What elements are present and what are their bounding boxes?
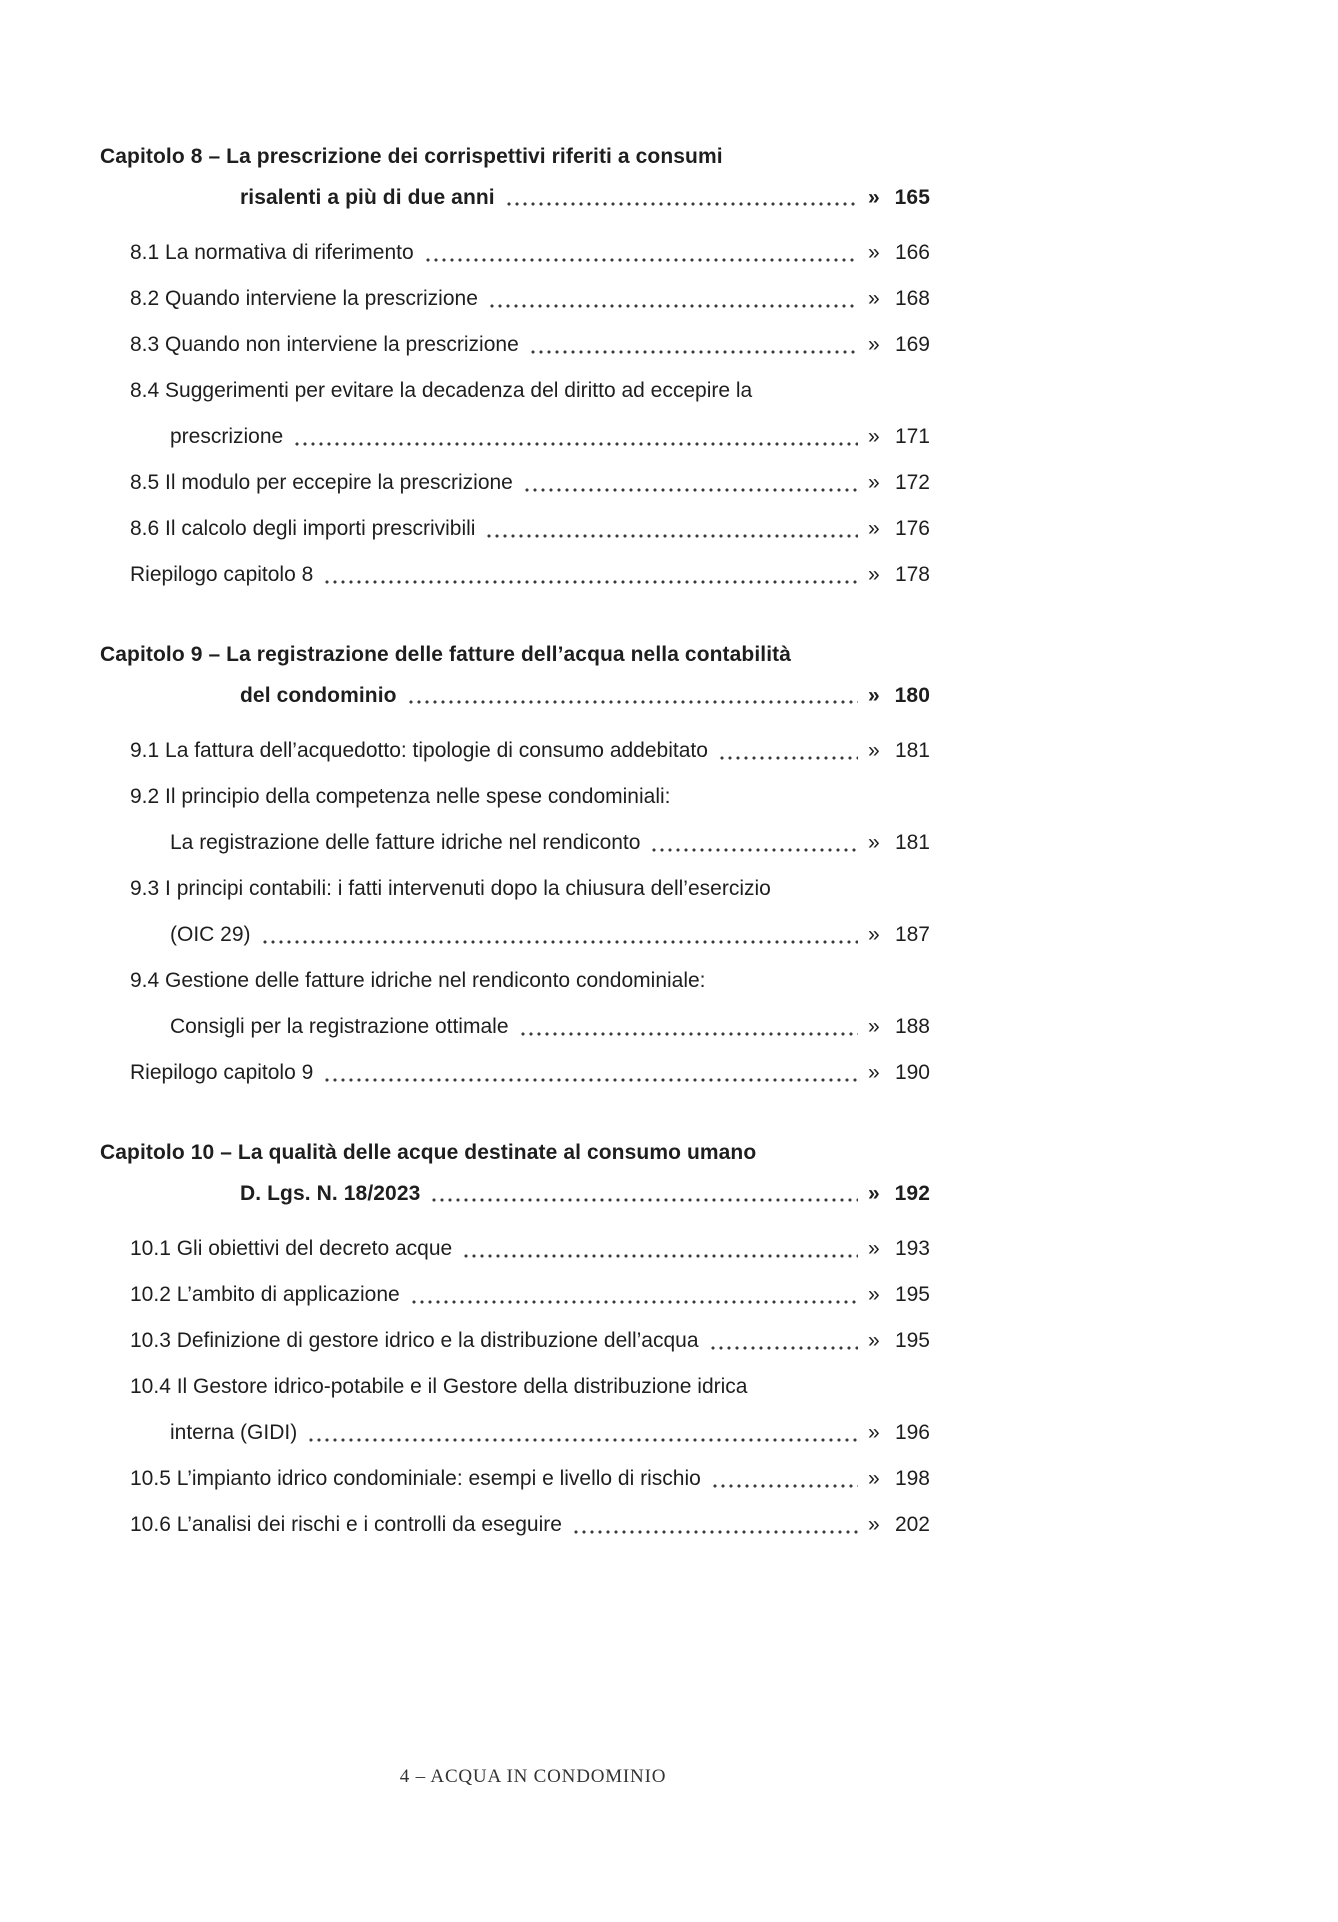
toc-entry-line [130,460,930,506]
dot-leader [488,276,858,322]
page-number: 165 [894,186,930,209]
page-mark: » [868,831,880,854]
chapter-heading [100,136,930,218]
page-mark: » [868,739,880,762]
page-mark: » [868,333,880,356]
dot-leader [323,552,858,598]
toc-entry-line [130,322,930,368]
page-mark: » [868,1329,880,1352]
page-number: 176 [894,517,930,540]
page-number: 198 [894,1467,930,1490]
dot-leader [519,1004,859,1050]
chapter-entries [100,728,930,1096]
toc-entry-line [170,414,930,460]
chapter-heading-line-text: del condominio [240,684,397,707]
toc-entry-line [130,230,930,276]
toc-entry-line-text: Riepilogo capitolo 8 [130,563,314,586]
chapter-heading-line [240,675,930,716]
dot-leader [650,820,858,866]
dot-leader [718,728,858,774]
toc-entry-line [170,1004,930,1050]
page-mark: » [868,1015,880,1038]
page-number: 196 [894,1421,930,1444]
chapter-entries [100,1226,930,1548]
dot-leader [424,230,858,276]
toc-entry-line-text: 9.4 Gestione delle fatture idriche nel rendiconto condominiale: [130,969,706,992]
dot-leader [529,322,858,368]
dot-leader [307,1410,858,1456]
dot-leader [430,1173,858,1214]
toc-entry-line-text: 8.5 Il modulo per eccepire la prescrizione [130,471,513,494]
page-mark: » [868,684,880,707]
toc-entry-line-text: 9.2 Il principio della competenza nelle spese condominiali: [130,785,671,808]
dot-leader [407,675,858,716]
chapter-heading-line [100,634,930,675]
page-mark: » [868,563,880,586]
page-mark: » [868,1421,880,1444]
chapter-heading-line-text: Capitolo 9 – La registrazione delle fatture dell’acqua nella contabilità [100,643,792,666]
chapter-heading-line-text: Capitolo 8 – La prescrizione dei corrispettivi riferiti a consumi [100,145,723,168]
page-number: 172 [894,471,930,494]
page-mark: » [868,471,880,494]
toc-entry-line-text: 10.5 L’impianto idrico condominiale: esempi e livello di rischio [130,1467,701,1490]
chapter-heading-line-text: risalenti a più di due anni [240,186,495,209]
dot-leader [505,177,858,218]
chapter-heading [100,1132,930,1214]
toc-entry-line-text: 10.3 Definizione di gestore idrico e la distribuzione dell’acqua [130,1329,699,1352]
toc-entry-line [130,1226,930,1272]
toc-entry-line [130,1364,930,1410]
toc-entry-line [130,1272,930,1318]
page-mark: » [868,1182,880,1205]
chapter-heading-line [240,1173,930,1214]
page-number: 187 [894,923,930,946]
dot-leader [261,912,858,958]
page-number: 181 [894,831,930,854]
toc-entry-line-text: 8.3 Quando non interviene la prescrizione [130,333,519,356]
toc-entry-line-text: 10.2 L’ambito di applicazione [130,1283,400,1306]
page-mark: » [868,241,880,264]
chapter-heading-line-text: Capitolo 10 – La qualità delle acque destinate al consumo umano [100,1141,757,1164]
page-mark: » [868,1513,880,1536]
toc-entry-line-text: (OIC 29) [170,923,251,946]
page-number: 168 [894,287,930,310]
toc-entry-line-text: Riepilogo capitolo 9 [130,1061,314,1084]
toc-entry-line [170,820,930,866]
page-footer [0,1766,1066,1788]
page-number: 192 [894,1182,930,1205]
dot-leader [410,1272,858,1318]
toc-entry-line-text: 8.1 La normativa di riferimento [130,241,414,264]
page-number: 180 [894,684,930,707]
page-number: 190 [894,1061,930,1084]
chapter-heading-line-text: D. Lgs. N. 18/2023 [240,1182,421,1205]
toc-entry-line [130,1318,930,1364]
dot-leader [572,1502,858,1548]
toc-entry-line-text: 8.2 Quando interviene la prescrizione [130,287,478,310]
toc-entry-line-text: 10.1 Gli obiettivi del decreto acque [130,1237,453,1260]
toc-entry-line [130,1050,930,1096]
page-number: 166 [894,241,930,264]
toc-entry-line-text: Consigli per la registrazione ottimale [170,1015,509,1038]
page-number: 178 [894,563,930,586]
dot-leader [523,460,858,506]
footer-text: 4 – ACQUA IN CONDOMINIO [399,1766,667,1787]
page-number: 171 [894,425,930,448]
toc-entry-line-text: 10.4 Il Gestore idrico-potabile e il Gestore della distribuzione idrica [130,1375,748,1398]
toc-entry-line [130,276,930,322]
page-mark: » [868,1061,880,1084]
page-mark: » [868,1237,880,1260]
toc-entry-line [130,1456,930,1502]
page-mark: » [868,425,880,448]
page-number: 195 [894,1283,930,1306]
toc-entry-line [130,506,930,552]
toc-section-capitolo-9 [100,634,930,1096]
toc-entry-line-text: 9.3 I principi contabili: i fatti intervenuti dopo la chiusura dell’esercizio [130,877,771,900]
toc-entry-line [130,1502,930,1548]
dot-leader [293,414,858,460]
page-number: 193 [894,1237,930,1260]
toc-entry-line-text: 8.4 Suggerimenti per evitare la decadenza del diritto ad eccepire la [130,379,753,402]
page-number: 169 [894,333,930,356]
toc-entry-line-text: 10.6 L’analisi dei rischi e i controlli da eseguire [130,1513,562,1536]
page-number: 195 [894,1329,930,1352]
toc-entry-line [130,958,930,1004]
page-mark: » [868,287,880,310]
page-mark: » [868,186,880,209]
chapter-heading-line [100,136,930,177]
toc-entry-line [130,728,930,774]
page-number: 202 [894,1513,930,1536]
dot-leader [711,1456,858,1502]
page-number: 181 [894,739,930,762]
page-mark: » [868,1467,880,1490]
page-mark: » [868,1283,880,1306]
toc-entry-line [130,368,930,414]
toc-section-capitolo-8 [100,136,930,598]
dot-leader [485,506,858,552]
page-mark: » [868,517,880,540]
chapter-heading [100,634,930,716]
toc-entry-line-text: 9.1 La fattura dell’acquedotto: tipologie di consumo addebitato [130,739,708,762]
page-mark: » [868,923,880,946]
toc-entry-line [130,866,930,912]
chapter-entries [100,230,930,598]
dot-leader [462,1226,858,1272]
toc-entry-line [170,1410,930,1456]
toc-entry-line-text: prescrizione [170,425,284,448]
toc-entry-line [170,912,930,958]
toc-entry-line-text: interna (GIDI) [170,1421,298,1444]
toc-entry-line [130,774,930,820]
toc-entry-line-text: 8.6 Il calcolo degli importi prescrivibili [130,517,476,540]
toc-section-capitolo-10 [100,1132,930,1548]
chapter-heading-line [240,177,930,218]
dot-leader [709,1318,858,1364]
toc-entry-line [130,552,930,598]
dot-leader [323,1050,858,1096]
toc [100,136,930,1548]
page-number: 188 [894,1015,930,1038]
toc-entry-line-text: La registrazione delle fatture idriche nel rendiconto [170,831,641,854]
chapter-heading-line [100,1132,930,1173]
